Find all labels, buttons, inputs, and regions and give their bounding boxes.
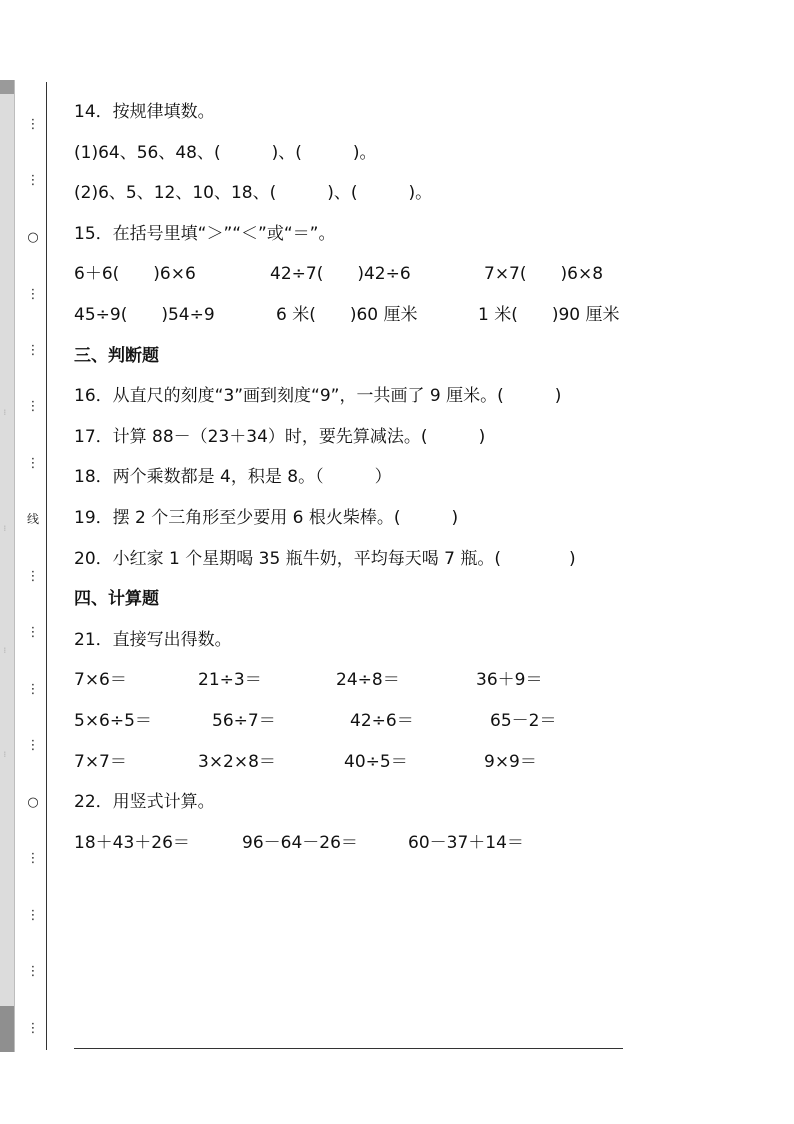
- margin-dots: ⋮: [26, 851, 40, 866]
- margin-cut-line: [46, 82, 47, 1050]
- question-21-row-2: [74, 705, 674, 746]
- arithmetic-item: 9×9＝: [484, 751, 537, 772]
- question-15-row-2: [74, 299, 674, 340]
- margin-dots: ⋮: [26, 456, 40, 471]
- question-22-row: [74, 827, 674, 868]
- margin-dots: ⋮: [26, 964, 40, 979]
- question-17: 17．计算 88－（23＋34）时，要先算减法。( ): [74, 426, 486, 447]
- margin-dots: ⋮: [26, 117, 40, 132]
- margin-circle: ○: [27, 230, 39, 245]
- compare-item: 1 米( )90 厘米: [478, 304, 620, 325]
- question-16: 16．从直尺的刻度“3”画到刻度“9”，一共画了 9 厘米。( ): [74, 386, 562, 407]
- arithmetic-item: 24÷8＝: [336, 670, 400, 691]
- binding-strip-top-cap: [0, 80, 14, 94]
- question-15-title: 15．在括号里填“＞”“＜”或“＝”。: [74, 223, 336, 244]
- margin-dots: ⋮: [26, 569, 40, 584]
- arithmetic-item: 5×6÷5＝: [74, 710, 152, 731]
- question-14-part-2: (2)6、5、12、10、18、( )、( )。: [74, 183, 433, 204]
- margin-dots: ⋮: [26, 682, 40, 697]
- worksheet-content: [74, 96, 674, 867]
- question-21-title: 21．直接写出得数。: [74, 629, 232, 650]
- arithmetic-item: 3×2×8＝: [198, 751, 276, 772]
- arithmetic-item: 56÷7＝: [212, 710, 276, 731]
- margin-seal-char: 线: [26, 512, 39, 526]
- margin-dots: ⋮: [26, 173, 40, 188]
- question-14-part-1: (1)64、56、48、( )、( )。: [74, 142, 377, 163]
- question-19: 19．摆 2 个三角形至少要用 6 根火柴棒。( ): [74, 507, 459, 528]
- binding-dots: ⋮ ⋮ ⋮ ⋮: [2, 409, 8, 758]
- footer-rule: [74, 1048, 623, 1049]
- arithmetic-item: 42÷6＝: [350, 710, 414, 731]
- arithmetic-item: 18＋43＋26＝: [74, 832, 190, 853]
- arithmetic-item: 40÷5＝: [344, 751, 408, 772]
- compare-item: 6 米( )60 厘米: [276, 304, 418, 325]
- section-3-heading: 三、判断题: [74, 345, 159, 366]
- compare-item: 6＋6( )6×6: [74, 264, 196, 285]
- question-14-title: 14．按规律填数。: [74, 102, 215, 122]
- question-20: 20．小红家 1 个星期喝 35 瓶牛奶，平均每天喝 7 瓶。( ): [74, 548, 576, 569]
- binding-strip-bottom-cap: [0, 1006, 14, 1052]
- margin-dots: ⋮: [26, 908, 40, 923]
- question-22-title: 22．用竖式计算。: [74, 792, 215, 813]
- arithmetic-item: 60－37＋14＝: [408, 832, 524, 853]
- question-21-row-1: [74, 664, 674, 705]
- margin-circle: ○: [27, 795, 39, 810]
- margin-dots: ⋮: [26, 1021, 40, 1036]
- question-15-row-1: [74, 258, 674, 299]
- arithmetic-item: 96－64－26＝: [242, 832, 358, 853]
- arithmetic-item: 65－2＝: [490, 710, 557, 731]
- question-21-row-3: [74, 746, 674, 787]
- section-4-heading: 四、计算题: [74, 589, 159, 610]
- arithmetic-item: 7×7＝: [74, 751, 127, 772]
- question-18: 18．两个乘数都是 4，积是 8。（ ）: [74, 467, 392, 488]
- margin-dots: ⋮: [26, 343, 40, 358]
- compare-item: 45÷9( )54÷9: [74, 304, 215, 325]
- margin-dots: ⋮: [26, 625, 40, 640]
- arithmetic-item: 36＋9＝: [476, 670, 543, 691]
- margin-dots: ⋮: [26, 287, 40, 302]
- compare-item: 7×7( )6×8: [484, 264, 604, 285]
- arithmetic-item: 7×6＝: [74, 670, 127, 691]
- arithmetic-item: 21÷3＝: [198, 670, 262, 691]
- margin-dots: ⋮: [26, 399, 40, 414]
- margin-dots: ⋮: [26, 738, 40, 753]
- compare-item: 42÷7( )42÷6: [270, 264, 411, 285]
